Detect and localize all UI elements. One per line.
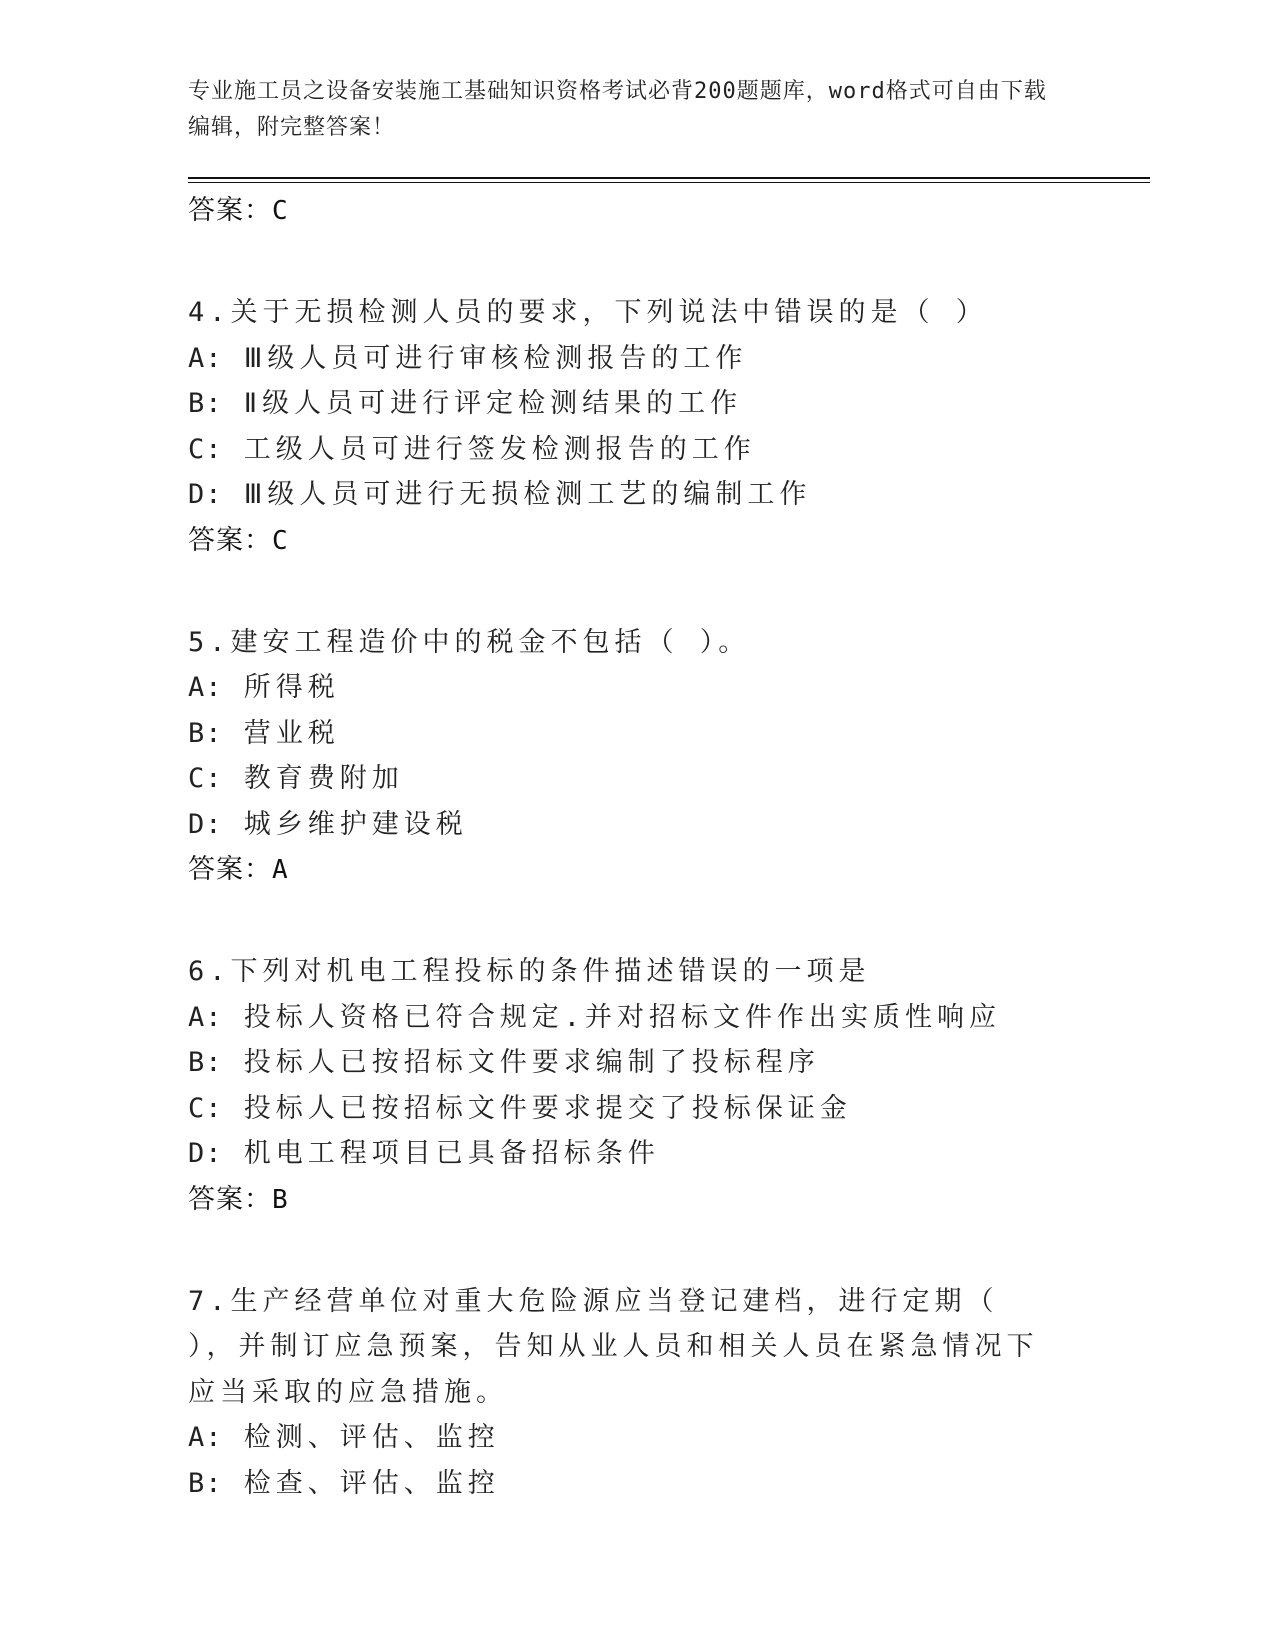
question-title: 5.建安工程造价中的税金不包括（ ）。 xyxy=(188,626,751,658)
option-d: D: Ⅲ级人员可进行无损检测工艺的编制工作 xyxy=(188,479,812,510)
answer-value: C xyxy=(272,525,289,556)
answer-value: C xyxy=(272,196,289,226)
option-a: A: 投标人资格已符合规定.并对招标文件作出实质性响应 xyxy=(188,1001,1002,1033)
answer-value: B xyxy=(272,1184,289,1215)
option-b: B: 营业税 xyxy=(188,717,340,749)
option-a: A: Ⅲ级人员可进行审核检测报告的工作 xyxy=(188,342,748,374)
header-divider xyxy=(188,177,1150,179)
question-7 xyxy=(188,1279,1068,1507)
option-c: C: 工级人员可进行签发检测报告的工作 xyxy=(188,433,756,465)
answer-line xyxy=(188,518,1068,564)
question-title: 4.关于无损检测人员的要求，下列说法中错误的是（ ） xyxy=(188,297,988,328)
option-d: D: 城乡维护建设税 xyxy=(188,808,468,840)
option-c: C: 教育费附加 xyxy=(188,763,404,794)
answer-line xyxy=(188,847,1068,893)
option-a: A: 所得税 xyxy=(188,672,340,703)
answer-label: 答案： xyxy=(188,1183,272,1215)
question-6 xyxy=(188,949,1068,1223)
question-list xyxy=(188,188,1068,1506)
question-title: 6.下列对机电工程投标的条件描述错误的一项是 xyxy=(188,956,871,987)
option-a: A: 检测、评估、监控 xyxy=(188,1422,500,1453)
answer-label: 答案： xyxy=(188,854,272,885)
option-b: B: 投标人已按招标文件要求编制了投标程序 xyxy=(188,1047,820,1078)
answer-value: A xyxy=(272,855,289,885)
option-d: D: 机电工程项目已具备招标条件 xyxy=(188,1138,660,1169)
answer-label: 答案： xyxy=(188,524,272,556)
answer-label: 答案： xyxy=(188,195,272,226)
answer-line xyxy=(188,188,1068,234)
question-5 xyxy=(188,620,1068,894)
header-divider-thin xyxy=(188,182,1150,183)
answer-line xyxy=(188,1177,1068,1223)
option-b: B: 检查、评估、监控 xyxy=(188,1467,500,1499)
question-title: 7.生产经营单位对重大危险源应当登记建档，进行定期（ ），并制订应急预案，告知从业人员和相关人员在紧急情况下应当采取的应急措施。 xyxy=(188,1285,1039,1408)
page-header: 专业施工员之设备安装施工基础知识资格考试必背200题题库，word格式可自由下载编辑，附完整答案！ xyxy=(188,79,1047,140)
question-4 xyxy=(188,290,1068,564)
option-c: C: 投标人已按招标文件要求提交了投标保证金 xyxy=(188,1092,852,1124)
option-b: B: Ⅱ级人员可进行评定检测结果的工作 xyxy=(188,388,743,419)
